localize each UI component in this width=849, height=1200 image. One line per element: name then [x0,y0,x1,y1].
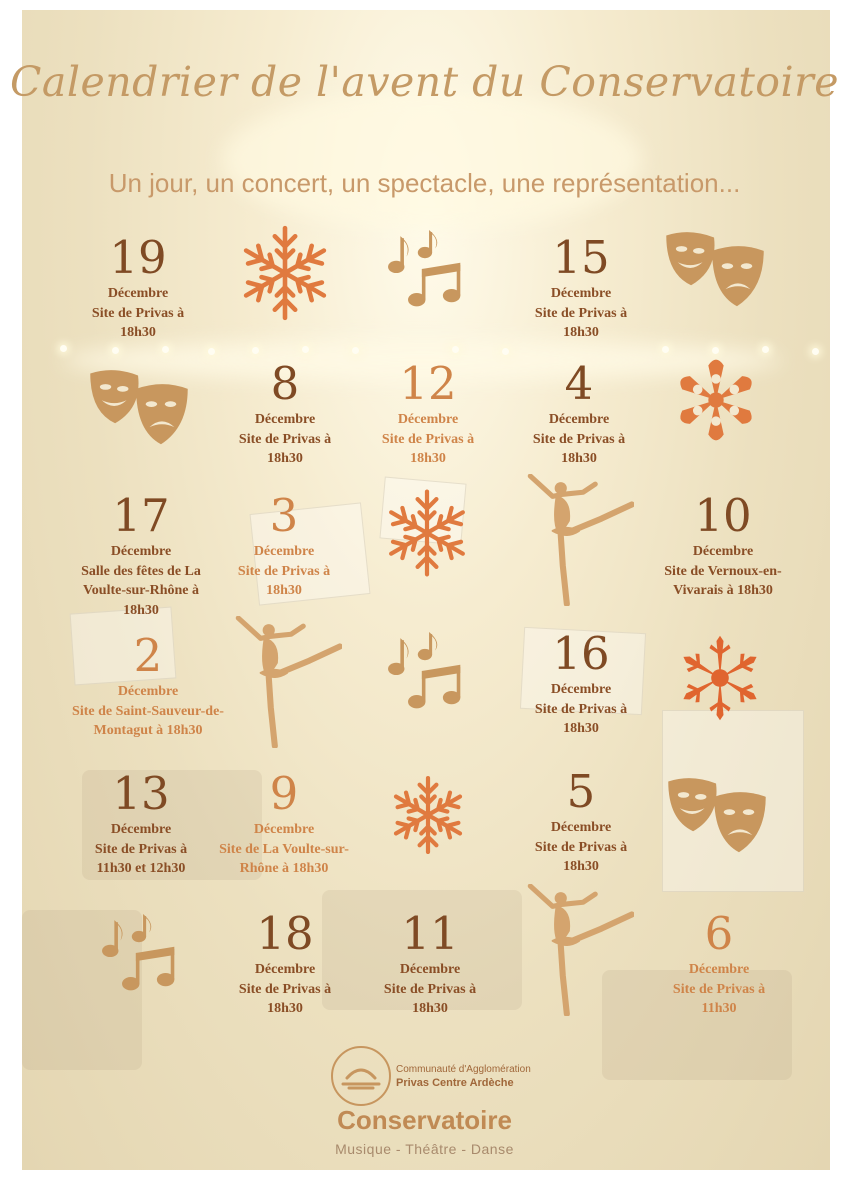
theater-masks-icon [86,364,192,450]
snowflake-icon [386,770,470,860]
day-4 [494,358,664,469]
day-time: 18h30 [563,721,599,736]
day-month: Décembre [548,412,610,427]
day-month: Décembre [253,544,315,559]
day-location: Site de La Voulte-sur- [219,841,349,857]
day-time: Vivarais à 18h30 [673,583,773,598]
day-location: Salle des fêtes de La [81,563,201,579]
ballerina-icon [522,884,634,1016]
day-number: 8 [270,357,300,410]
day-time: 18h30 [267,451,303,466]
day-11 [345,908,515,1019]
snowflake-icon [234,222,336,324]
music-notes-icon [386,228,468,314]
brand-name: Conservatoire [337,1105,512,1135]
music-notes-icon [386,630,468,716]
day-number: 11 [401,907,459,960]
snowflake-icon [668,352,764,448]
day-location: Site de Saint-Sauveur-de- [72,703,224,719]
day-number: 9 [269,767,299,820]
day-month: Décembre [254,962,316,977]
day-location: Site de Privas à [532,431,626,447]
day-time: 18h30 [563,325,599,340]
day-number: 13 [112,767,170,820]
day-month: Décembre [550,286,612,301]
day-5 [496,766,666,877]
day-time: 11h30 et 12h30 [96,861,186,876]
snowflake-icon [380,486,474,580]
day-number: 17 [112,489,170,542]
day-time: 18h30 [267,1001,303,1016]
ballerina-icon [230,616,342,748]
day-time: 18h30 [561,451,597,466]
day-9 [199,768,369,879]
day-month: Décembre [117,684,179,699]
poster-subtitle: Un jour, un concert, un spectacle, une représentation... [108,168,741,198]
snowflake-icon [676,634,764,722]
day-month: Décembre [692,544,754,559]
day-month: Décembre [110,544,172,559]
day-time: 18h30 [563,859,599,874]
day-month: Décembre [110,822,172,837]
day-location: Site de Privas à [94,841,188,857]
day-number: 5 [566,765,596,818]
day-location: Site de Privas à [238,981,332,997]
day-location: Site de Privas à [383,981,477,997]
org-name-line2: Privas Centre Ardèche [396,1077,514,1089]
brand-tagline: Musique - Théâtre - Danse [335,1141,514,1157]
day-time: 18h30 [266,583,302,598]
day-19 [53,232,223,343]
day-time: 18h30 [410,451,446,466]
day-number: 6 [704,907,734,960]
org-name-line1: Communauté d'Agglomération [396,1064,531,1075]
day-time: Rhône à 18h30 [239,861,329,876]
day-10 [638,490,808,601]
day-number: 4 [564,357,594,410]
day-month: Décembre [550,820,612,835]
day-number: 19 [109,231,167,284]
day-time: 11h30 [701,1001,737,1016]
day-month: Décembre [399,962,461,977]
music-notes-icon [100,912,182,998]
day-3 [199,490,369,601]
day-location: Site de Privas à [534,701,628,717]
day-2 [58,630,238,741]
day-month: Décembre [107,286,169,301]
agglomeration-logo [331,1046,391,1106]
day-15 [496,232,666,343]
day-month: Décembre [688,962,750,977]
day-location: Site de Privas à [237,563,331,579]
logo-mark-icon [333,1048,389,1104]
day-location: Site de Privas à [91,305,185,321]
theater-masks-icon [662,226,768,312]
day-number: 15 [552,231,610,284]
theater-masks-icon [664,772,770,858]
day-16 [496,628,666,739]
day-number: 18 [256,907,314,960]
day-month: Décembre [254,412,316,427]
day-number: 12 [399,357,457,410]
day-location: Site de Privas à [534,839,628,855]
day-month: Décembre [550,682,612,697]
day-time: 18h30 [412,1001,448,1016]
day-location: Site de Vernoux-en- [664,563,782,579]
day-number: 16 [552,627,610,680]
day-time: Montagut à 18h30 [93,723,203,738]
day-location: Site de Privas à [534,305,628,321]
day-month: Décembre [397,412,459,427]
day-location: Site de Privas à [238,431,332,447]
day-location-2: Voulte-sur-Rhône à [82,583,200,598]
day-time: 18h30 [120,325,156,340]
day-number: 10 [694,489,752,542]
ballerina-icon [522,474,634,606]
day-12 [343,358,513,469]
poster-title: Calendrier de l'avent du Conservatoire [10,58,839,106]
day-time: 18h30 [123,602,159,618]
day-6 [634,908,804,1019]
day-location: Site de Privas à [381,431,475,447]
day-month: Décembre [253,822,315,837]
day-number: 2 [133,629,163,682]
day-location: Site de Privas à [672,981,766,997]
day-number: 3 [269,489,299,542]
